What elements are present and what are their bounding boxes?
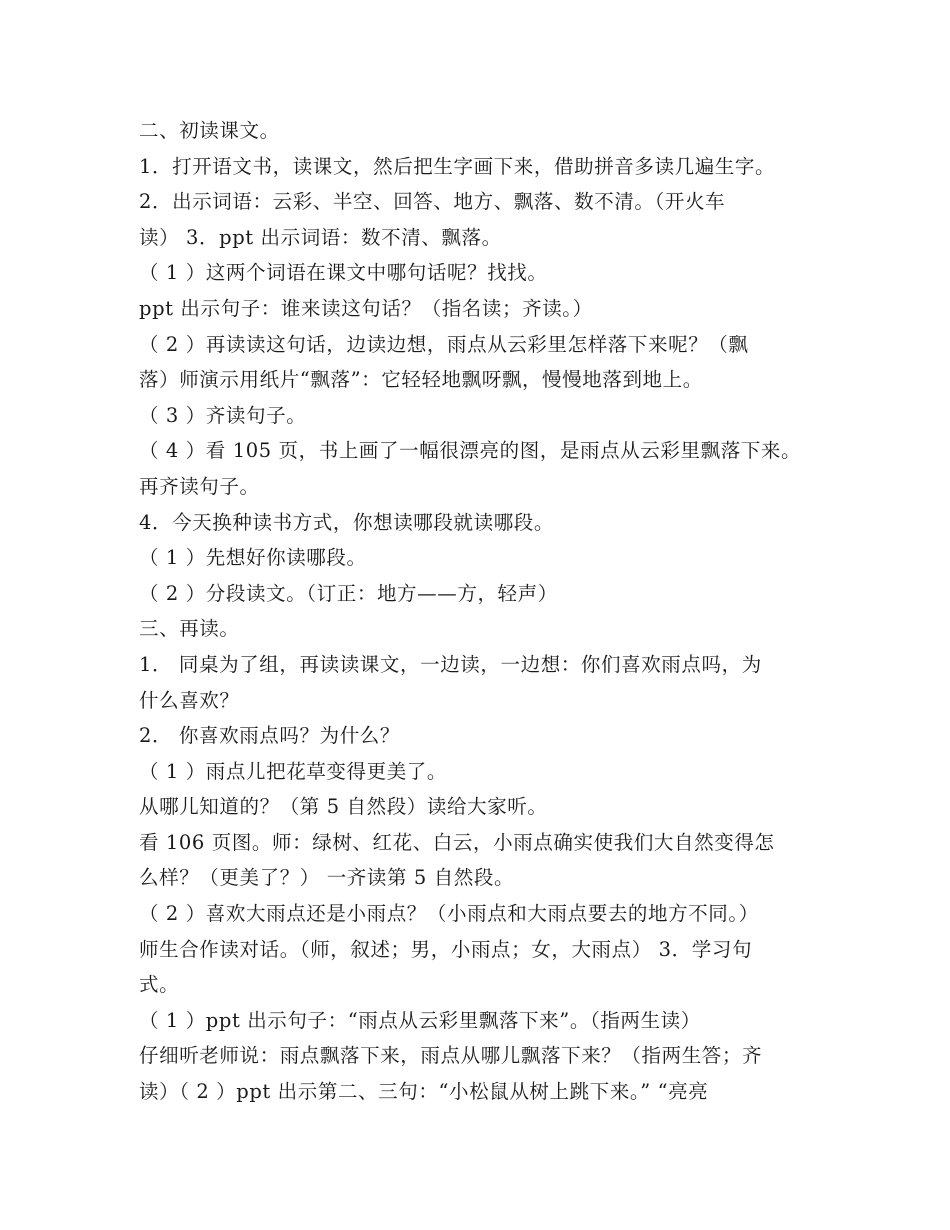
text-line: 读）（ 2 ）ppt 出示第二、三句：“小松鼠从树上跳下来。” “亮亮 bbox=[139, 1080, 709, 1104]
text-line: 再齐读句子。 bbox=[139, 474, 260, 498]
text-line: 4．今天换种读书方式，你想读哪段就读哪段。 bbox=[139, 510, 555, 534]
text-line: （ 1 ）这两个词语在课文中哪句话呢？找找。 bbox=[139, 261, 548, 285]
text-line: 看 106 页图。师：绿树、红花、白云，小雨点确实使我们大自然变得怎 bbox=[139, 830, 775, 854]
text-line: 落）师演示用纸片“飘落”：它轻轻地飘呀飘，慢慢地落到地上。 bbox=[139, 368, 703, 392]
text-line: ppt 出示句子：谁来读这句话？（指名读；齐读。） bbox=[139, 296, 593, 320]
text-line: （ 2 ）分段读文。（订正：地方——方，轻声） bbox=[139, 581, 558, 605]
text-line: （ 2 ）喜欢大雨点还是小雨点？（小雨点和大雨点要去的地方不同。） bbox=[139, 902, 759, 926]
text-line: 么样？（更美了？） 一齐读第 5 自然段。 bbox=[139, 866, 515, 890]
text-line: 从哪儿知道的？（第 5 自然段）读给大家听。 bbox=[139, 795, 548, 819]
text-line: 1． 同桌为了组，再读读课文，一边读，一边想：你们喜欢雨点吗，为 bbox=[139, 652, 762, 676]
text-line: （ 4 ）看 105 页，书上画了一幅很漂亮的图，是雨点从云彩里飘落下来。 bbox=[139, 439, 802, 463]
lesson-text-body bbox=[139, 113, 829, 1110]
text-line: 式。 bbox=[139, 973, 180, 997]
text-line: （ 1 ）雨点儿把花草变得更美了。 bbox=[139, 759, 448, 783]
text-line: 仔细听老师说：雨点飘落下来，雨点从哪儿飘落下来？（指两生答；齐 bbox=[139, 1044, 763, 1068]
text-line: 2．出示词语：云彩、半空、回答、地方、飘落、数不清。（开火车 bbox=[139, 190, 726, 214]
text-line: （ 1 ）ppt 出示句子：“雨点从云彩里飘落下来”。（指两生读） bbox=[139, 1008, 701, 1032]
text-line: 什么喜欢？ bbox=[139, 688, 240, 712]
text-line: 三、再读。 bbox=[139, 617, 240, 641]
text-line: 二、初读课文。 bbox=[139, 119, 280, 142]
text-line: （ 3 ）齐读句子。 bbox=[139, 403, 307, 427]
text-line: （ 2 ）再读读这句话，边读边想，雨点从云彩里怎样落下来呢？（飘 bbox=[139, 332, 749, 356]
text-line: 师生合作读对话。（师，叙述；男，小雨点；女，大雨点） 3．学习句 bbox=[139, 937, 753, 961]
text-line: （ 1 ）先想好你读哪段。 bbox=[139, 546, 367, 570]
text-line: 2． 你喜欢雨点吗？为什么？ bbox=[139, 724, 401, 748]
text-line: 读） 3．ppt 出示词语：数不清、飘落。 bbox=[139, 225, 502, 249]
text-line: 1．打开语文书，读课文，然后把生字画下来，借助拼音多读几遍生字。 bbox=[139, 154, 776, 178]
